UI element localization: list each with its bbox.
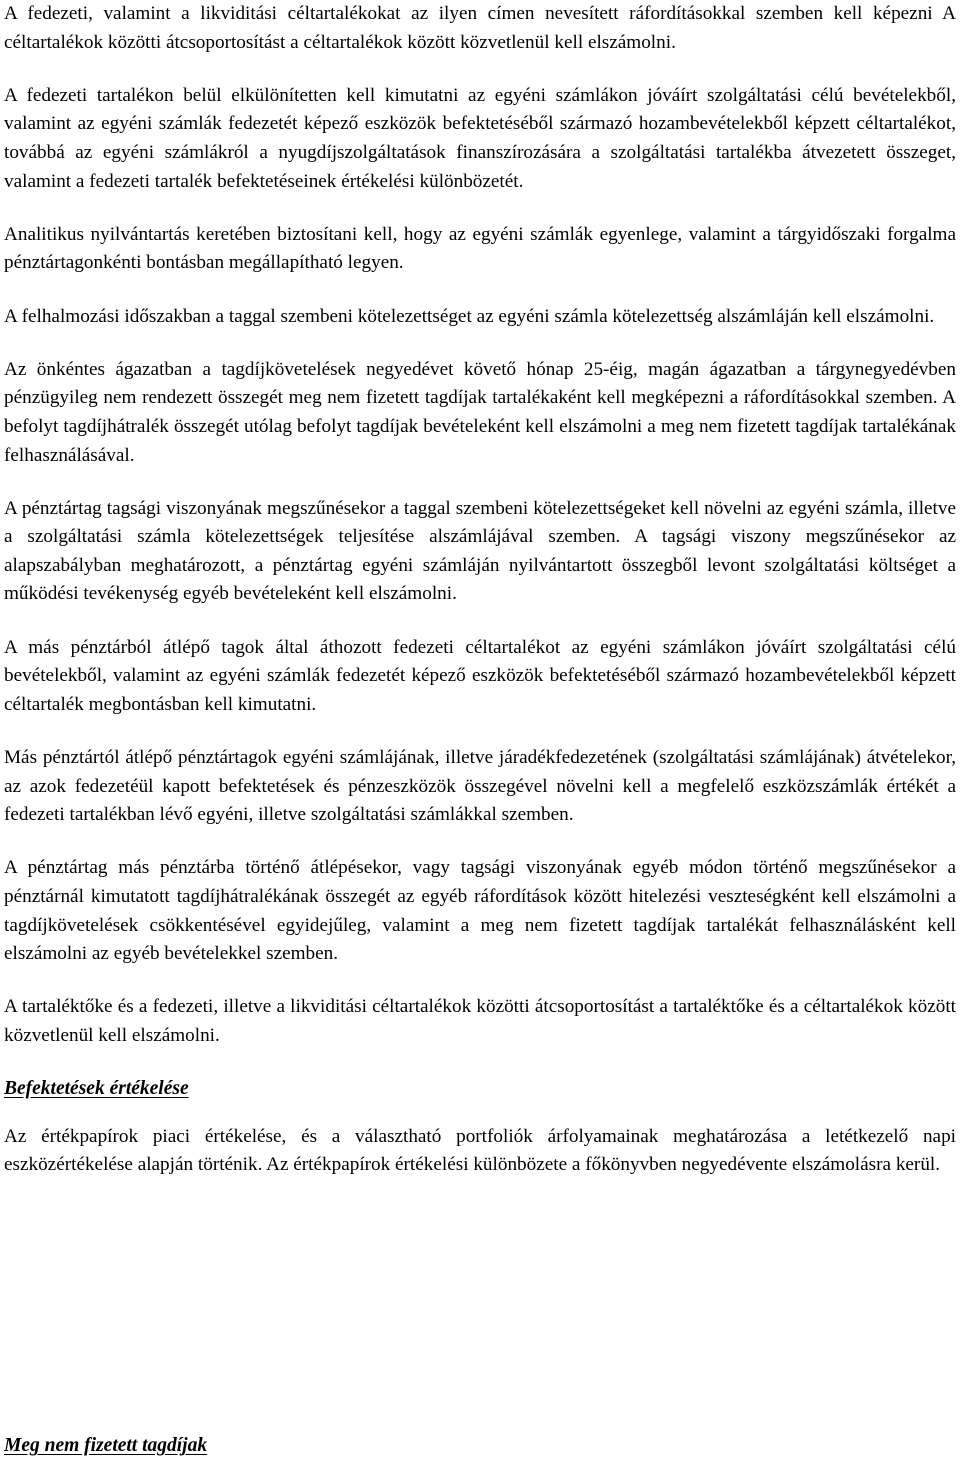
paragraph-accumulation-period: A felhalmozási időszakban a taggal szembeni kötelezettséget az egyéni számla kötelezettség alszámláján kell elszámolni.	[4, 305, 935, 327]
paragraph-reserve-capital: A tartaléktőke és a fedezeti, illetve a likviditási céltartalékok közötti átcsoportosítást a tartaléktőke és a céltartalékok között közvetlenül kell elszámolni.	[4, 996, 956, 1046]
paragraph-membership-fee-claims: Az önkéntes ágazatban a tagdíjkövetelések negyedévet követő hónap 25-éig, magán ágazatban a tárgynegyedévben pénzügyileg nem rendezett összegét meg nem fizetett tagdíjak tartalékaként kell megképezni a ráfordításokkal szemben. A befolyt tagdíjhátralék összegét utólag befolyt tagdíjak bevételeként kell elszámolni a meg nem fizetett tagdíjak tartalékának felhasználásával.	[4, 358, 956, 466]
paragraph-investment-valuation: Az értékpapírok piaci értékelése, és a választható portfoliók árfolyamainak meghatározása a letétkezelő napi eszközértékelése alapján történik. Az értékpapírok értékelési különbözete a főkönyvben negyedévente elszámolásra kerül.	[4, 1125, 956, 1176]
paragraph-coverage-reserve: A fedezeti tartalékon belül elkülönítetten kell kimutatni az egyéni számlákon jóváírt szolgáltatási célú bevételekből, valamint az egyéni számlák fedezetét képező eszközök befektetéséből származó hozambevételekből képzett céltartalékot, továbbá az egyéni számlákról a nyugdíjszolgáltatások finanszírozására a szolgáltatási tartalékba átvezetett összeget, valamint a fedezeti tartalék befektetéseinek értékelési különbözetét.	[4, 84, 956, 192]
section-heading-unpaid-fees: Meg nem fizetett tagdíjak	[4, 1435, 208, 1456]
paragraph-reserves-regrouping: A fedezeti, valamint a likviditási céltartalékokat az ilyen címen nevesített ráfordításokkal szemben kell képezni A céltartalékok közötti átcsoportosítást a céltartalékok között közvetlenül kell elszámolni.	[4, 3, 956, 53]
document-page	[4, 0, 956, 1456]
section-heading-investment-valuation: Befektetések értékelése	[4, 1078, 189, 1100]
paragraph-analytical-records: Analitikus nyilvántartás keretében biztosítani kell, hogy az egyéni számlák egyenlege, valamint a tárgyidőszaki forgalma pénztártagonkénti bontásban megállapítható legyen.	[4, 223, 956, 274]
paragraph-transferred-members-reserve: A más pénztárból átlépő tagok által áthozott fedezeti céltartalékot az egyéni számlákon jóváírt szolgáltatási célú bevételekből, valamint az egyéni számlák fedezetét képező eszközök befektetéséből származó hozambevételekből képzett céltartalék megbontásban kell kimutatni.	[4, 636, 956, 715]
paragraph-membership-termination: A pénztártag tagsági viszonyának megszűnésekor a taggal szembeni kötelezettségeket kell növelni az egyéni számla, illetve a szolgáltatási számla kötelezettségek teljesítése alszámlájával szemben. A tagsági viszony megszűnésekor az alapszabályban meghatározott, a pénztártag egyéni számláján nyilvántartott összegből levont szolgáltatási költséget a működési tevékenység egyéb bevételeként kell elszámolni.	[4, 497, 956, 605]
paragraph-transfer-in: Más pénztártól átlépő pénztártagok egyéni számlájának, illetve járadékfedezetének (szolgáltatási számlájának) átvételekor, az azok fedezetéül kapott befektetések és pénzeszközök összegével növelni kell a megfelelő eszközszámlák értékét a fedezeti tartalékban lévő egyéni, illetve szolgáltatási számlákkal szemben.	[4, 747, 956, 826]
paragraph-transfer-out: A pénztártag más pénztárba történő átlépésekor, vagy tagsági viszonyának egyéb módon történő megszűnésekor a pénztárnál kimutatott tagdíjhátralékának összegét az egyéb ráfordítások között hitelezési veszteségként kell elszámolni a tagdíjkövetelések csökkentésével egyidejűleg, valamint a meg nem fizetett tagdíjak tartalékát felhasználásként kell elszámolni az egyéb bevételekkel szemben.	[4, 857, 956, 965]
